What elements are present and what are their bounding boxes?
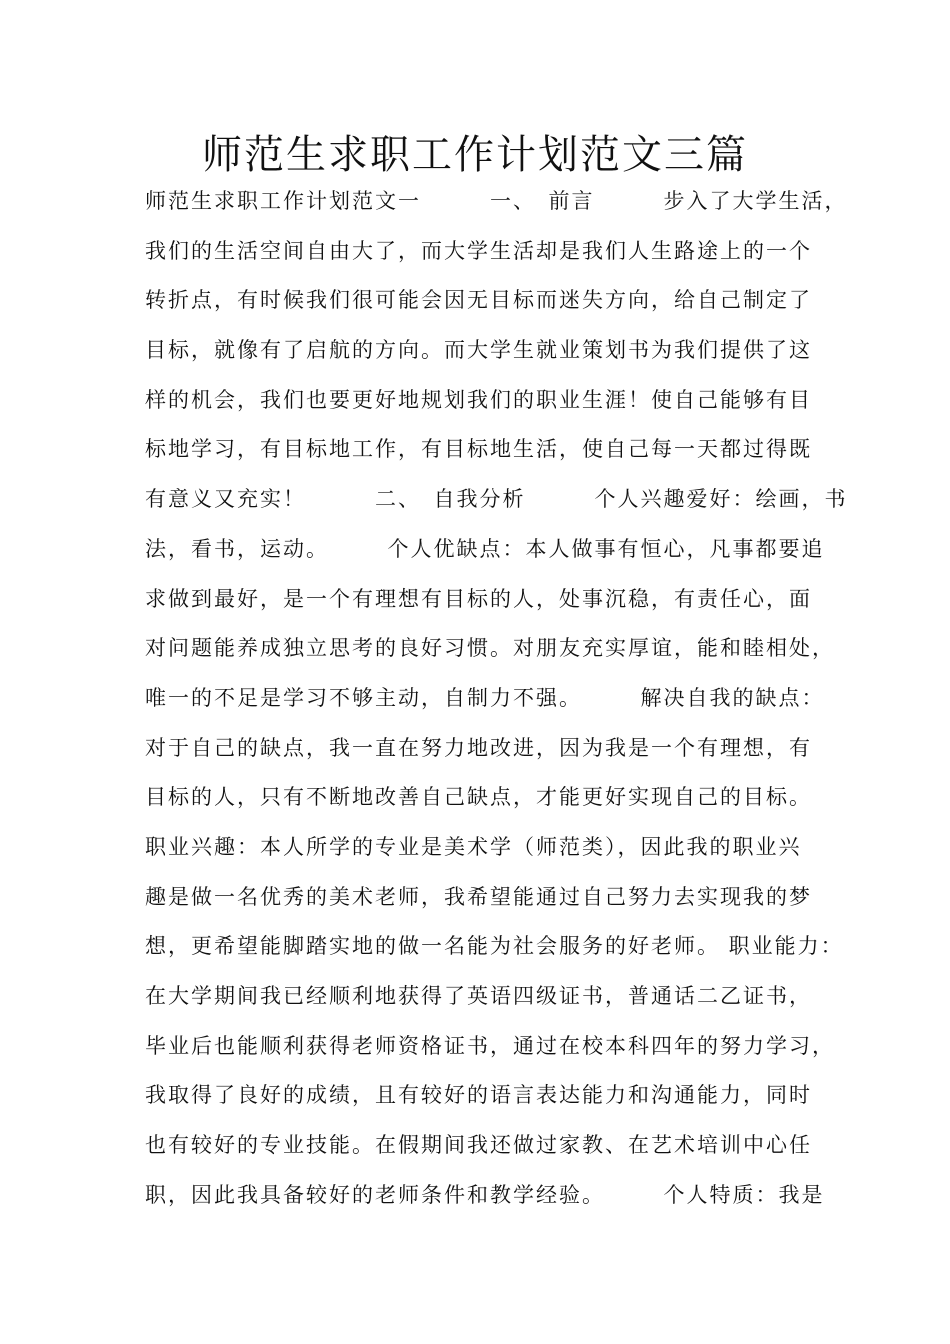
- document-body: [145, 184, 935, 1227]
- body-line: 样的机会，我们也要更好地规划我们的职业生涯！使自己能够有目: [145, 387, 812, 412]
- body-line: 转折点，有时候我们很可能会因无目标而迷失方向，给自己制定了: [145, 288, 812, 313]
- body-line: 目标，就像有了启航的方向。而大学生就业策划书为我们提供了这: [145, 338, 812, 363]
- body-line: 标地学习，有目标地工作，有目标地生活，使自己每一天都过得既: [145, 437, 812, 462]
- body-line: 也有较好的专业技能。在假期间我还做过家教、在艺术培训中心任: [145, 1133, 812, 1158]
- body-line: 对问题能养成独立思考的良好习惯。对朋友充实厚谊，能和睦相处，: [145, 636, 835, 661]
- body-line: 唯一的不足是学习不够主动，自制力不强。 解决自我的缺点：: [145, 685, 825, 710]
- body-line: 有意义又充实！ 二、 自我分析 个人兴趣爱好：绘画，书: [145, 487, 848, 512]
- body-line: 毕业后也能顺利获得老师资格证书，通过在校本科四年的努力学习，: [145, 1033, 835, 1058]
- body-line: 目标的人，只有不断地改善自己缺点，才能更好实现自己的目标。: [145, 785, 812, 810]
- body-line: 师范生求职工作计划范文一 一、 前言 步入了大学生活，: [145, 189, 848, 213]
- body-line: 法，看书，运动。 个人优缺点：本人做事有恒心，凡事都要追: [145, 536, 825, 561]
- body-line: 我取得了良好的成绩，且有较好的语言表达能力和沟通能力，同时: [145, 1083, 812, 1108]
- body-line: 职业兴趣：本人所学的专业是美术学（师范类），因此我的职业兴: [145, 834, 802, 859]
- body-line: 我们的生活空间自由大了，而大学生活却是我们人生路途上的一个: [145, 238, 812, 263]
- body-line: 求做到最好，是一个有理想有目标的人，处事沉稳，有责任心，面: [145, 586, 812, 611]
- document-title: 师范生求职工作计划范文三篇: [202, 132, 748, 178]
- body-line: 对于自己的缺点，我一直在努力地改进，因为我是一个有理想，有: [145, 735, 812, 760]
- body-line: 想，更希望能脚踏实地的做一名能为社会服务的好老师。 职业能力：: [145, 934, 844, 959]
- body-line: 职，因此我具备较好的老师条件和教学经验。 个人特质：我是: [145, 1182, 825, 1207]
- body-line: 在大学期间我已经顺利地获得了英语四级证书，普通话二乙证书，: [145, 984, 812, 1008]
- body-line: 趣是做一名优秀的美术老师，我希望能通过自己努力去实现我的梦: [145, 884, 812, 909]
